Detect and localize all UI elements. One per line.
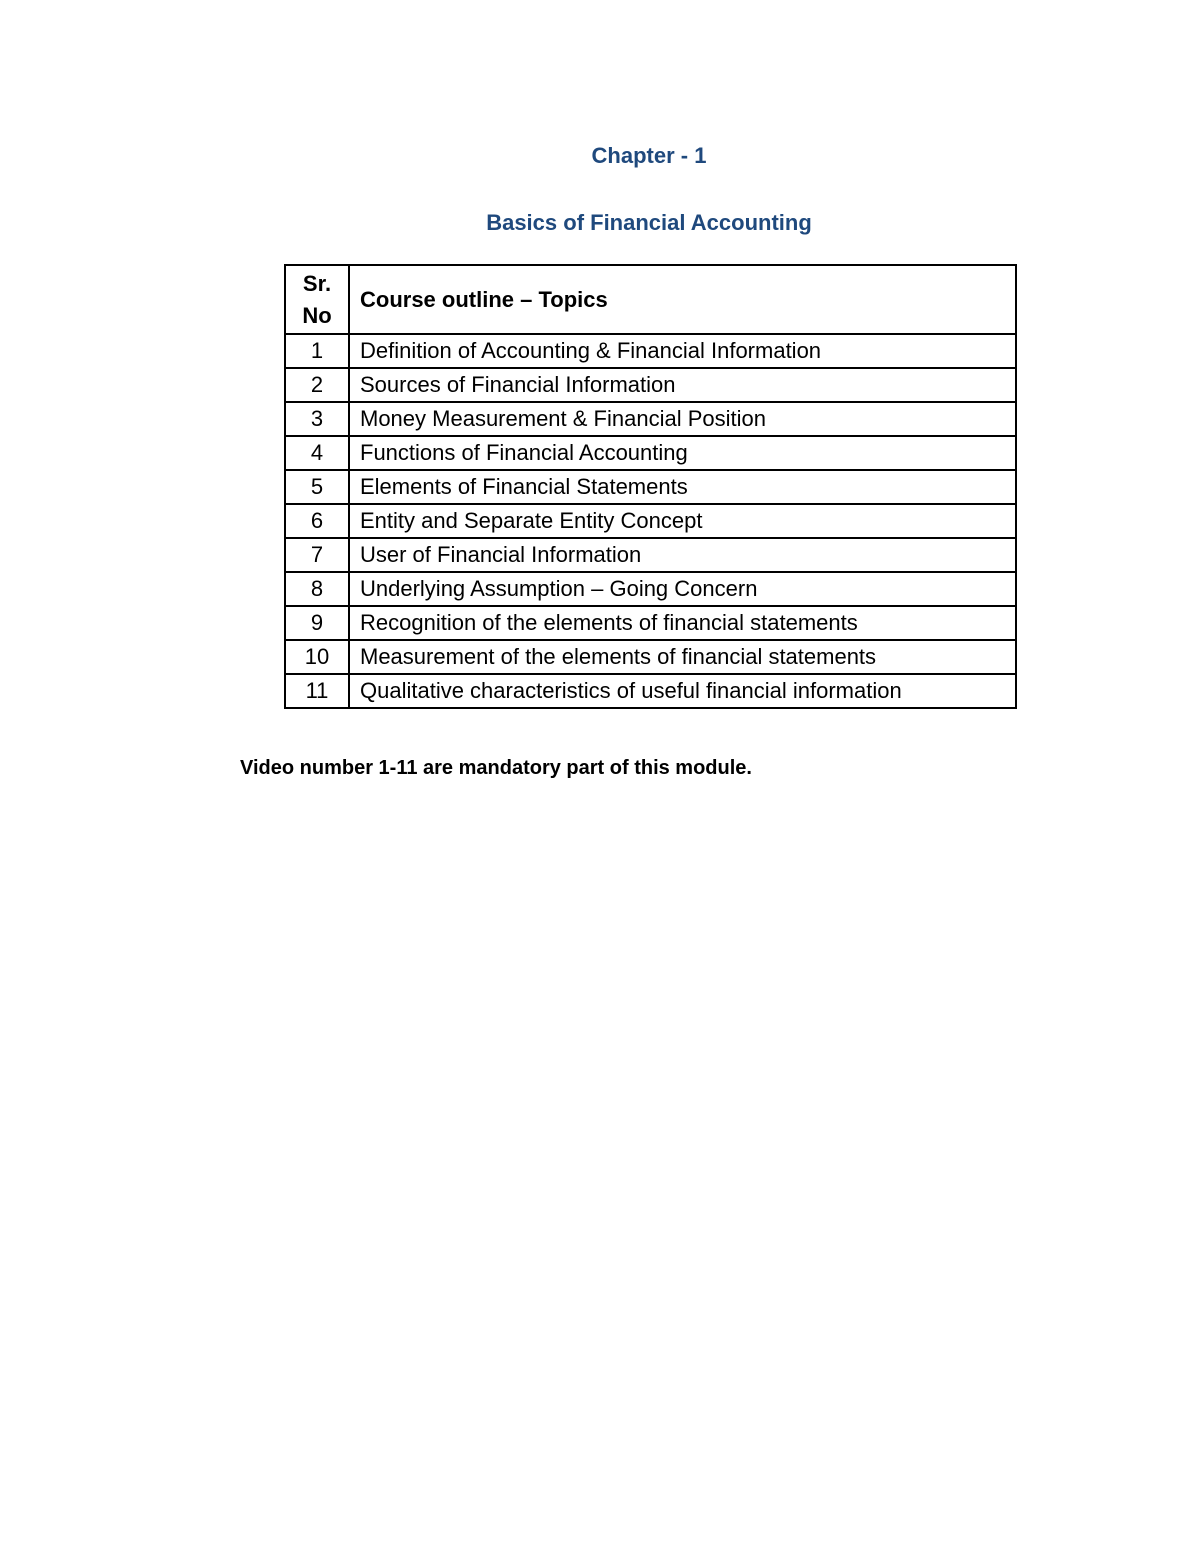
row-number: 10 (285, 640, 349, 674)
table-row (285, 436, 1016, 470)
row-topic: Recognition of the elements of financial statements (349, 606, 1016, 640)
row-topic: Measurement of the elements of financial statements (349, 640, 1016, 674)
row-topic: User of Financial Information (349, 538, 1016, 572)
row-topic: Sources of Financial Information (349, 368, 1016, 402)
table-row (285, 470, 1016, 504)
row-number: 3 (285, 402, 349, 436)
chapter-title: Basics of Financial Accounting (486, 210, 812, 235)
chapter-label: Chapter - 1 (591, 143, 707, 168)
table-row (285, 334, 1016, 368)
row-topic: Money Measurement & Financial Position (349, 402, 1016, 436)
table-row (285, 368, 1016, 402)
course-outline-table (284, 264, 1017, 709)
row-number: 7 (285, 538, 349, 572)
row-topic: Qualitative characteristics of useful financial information (349, 674, 1016, 708)
topics-header: Course outline – Topics (349, 265, 1016, 334)
row-number: 1 (285, 334, 349, 368)
table-row (285, 606, 1016, 640)
table-row (285, 572, 1016, 606)
footer-note: Video number 1-11 are mandatory part of this module. (240, 757, 752, 779)
row-topic: Entity and Separate Entity Concept (349, 504, 1016, 538)
table-header-row (285, 265, 1016, 334)
row-number: 5 (285, 470, 349, 504)
row-topic: Underlying Assumption – Going Concern (349, 572, 1016, 606)
row-topic: Elements of Financial Statements (349, 470, 1016, 504)
row-topic: Definition of Accounting & Financial Information (349, 334, 1016, 368)
row-number: 4 (285, 436, 349, 470)
table-row (285, 538, 1016, 572)
serial-number-header-line1: Sr. (302, 270, 332, 296)
row-number: 9 (285, 606, 349, 640)
row-number: 2 (285, 368, 349, 402)
table-row (285, 504, 1016, 538)
table-row (285, 402, 1016, 436)
row-topic: Functions of Financial Accounting (349, 436, 1016, 470)
row-number: 8 (285, 572, 349, 606)
row-number: 6 (285, 504, 349, 538)
table-row (285, 674, 1016, 708)
serial-number-header-line2: No (302, 302, 332, 328)
table-row (285, 640, 1016, 674)
serial-number-header (285, 265, 349, 334)
row-number: 11 (285, 674, 349, 708)
